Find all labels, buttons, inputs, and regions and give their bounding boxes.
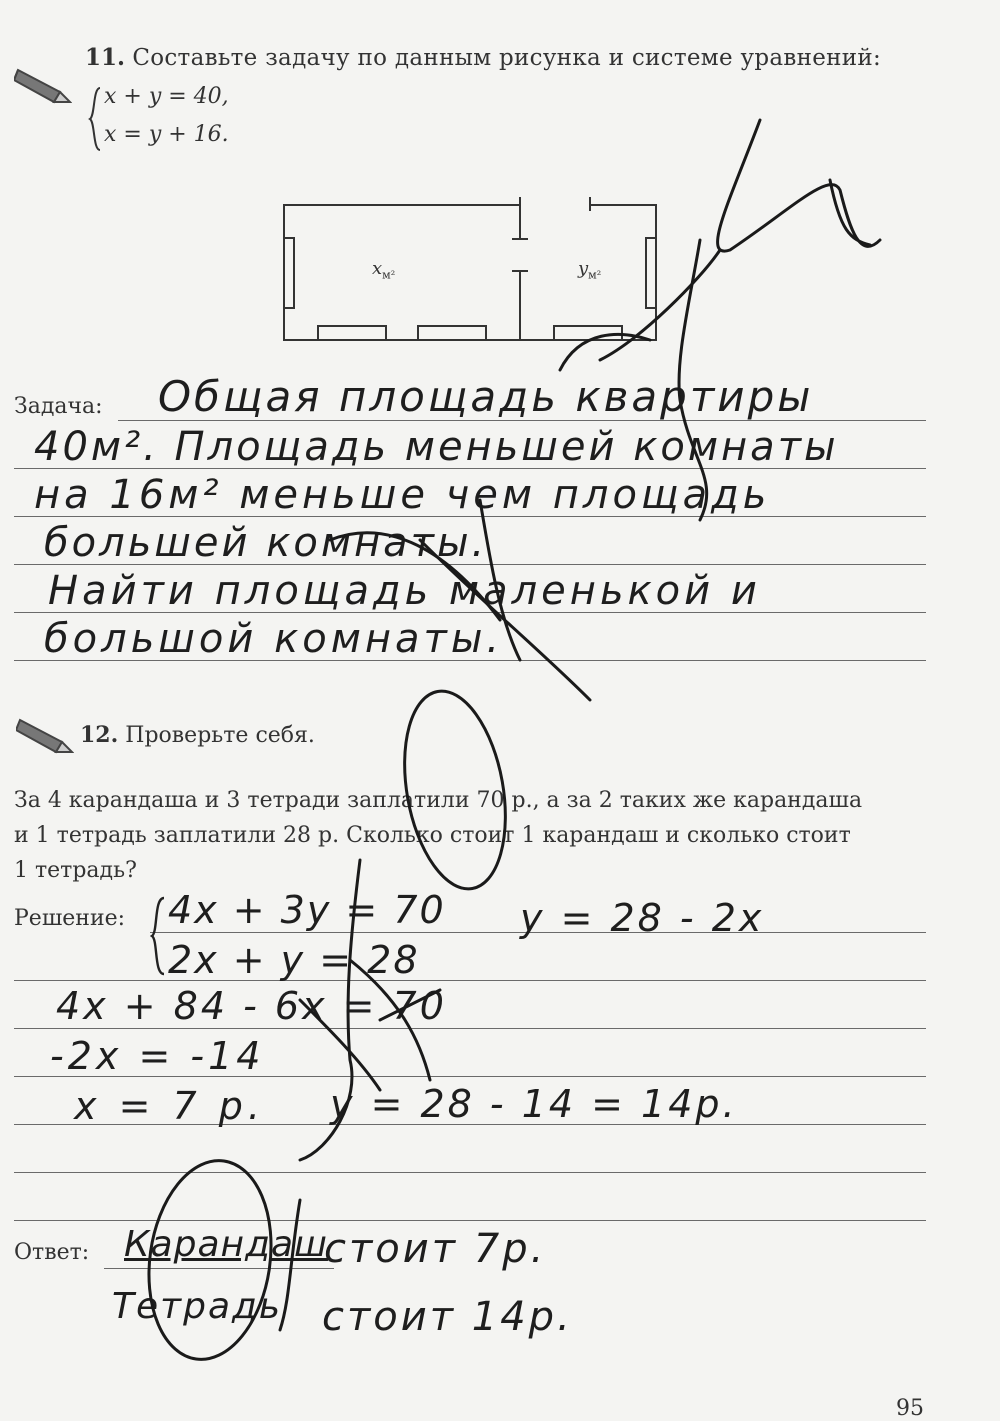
task12-title: Проверьте себя. [125,723,315,748]
answer-2b: стоит 14р. [322,1294,573,1340]
solution-sys-2: 2x + y = 28 [168,938,420,982]
answer-line-4: большей комнаты. [44,520,488,566]
solution-step-2: -2x = -14 [50,1034,265,1078]
answer-line-6: большой комнаты. [44,616,504,662]
room-x-unit: м² [382,268,396,282]
task11-prompt: Составьте задачу по данным рисунка и системе уравнений: [132,45,882,71]
solution-label: Решение: [14,906,126,931]
answer-line-2: 40м². Площадь меньшей комнаты [34,424,839,470]
room-x-label: $x_{м^2}$ [372,258,396,282]
task11-number: 11. [85,44,126,71]
solution-step-1: 4x + 84 - 6x = 70 [56,984,447,1028]
task12-number: 12. [80,722,119,748]
answer-2a: Тетрадь [112,1286,283,1327]
solution-step-3b: y = 28 - 14 = 14р. [330,1082,738,1126]
equation-2: x = y + 16. [104,122,229,147]
answer-1b: стоит 7р. [324,1226,547,1272]
answer-label: Ответ: [14,1240,90,1265]
equation-1: x + y = 40, [104,84,229,109]
zadacha-label: Задача: [14,394,103,419]
solution-side: y = 28 - 2x [520,896,765,940]
answer-line-3: на 16м² меньше чем площадь [34,472,771,518]
task12-problem-line-2: и 1 тетрадь заплатили 28 р. Сколько стоит 1 карандаш и сколько стоит [14,823,851,848]
answer-line-1: Общая площадь квартиры [158,372,814,421]
room-y-unit: м² [588,268,602,282]
answer-line-5: Найти площадь маленькой и [48,568,761,614]
page-number: 95 [896,1396,924,1421]
solution-step-3a: x = 7 р. [74,1084,265,1128]
task12-problem-line-3: 1 тетрадь? [14,858,137,883]
answer-1a: Карандаш [124,1224,328,1265]
solution-sys-1: 4x + 3y = 70 [168,888,446,932]
room-y-label: $y_{м^2}$ [578,258,602,282]
task12-problem-line-1: За 4 карандаша и 3 тетради заплатили 70 р., а за 2 таких же карандаша [14,788,863,813]
